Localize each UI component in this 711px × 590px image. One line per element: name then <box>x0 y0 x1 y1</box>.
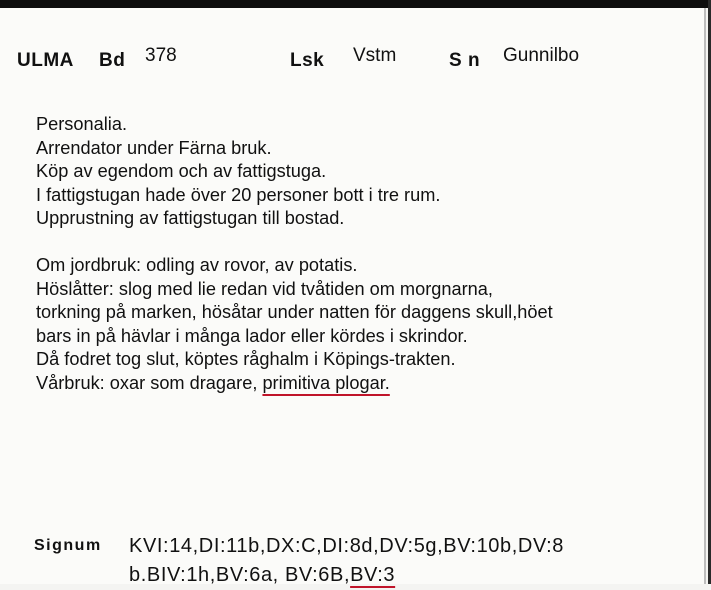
parish-label: S n <box>449 50 481 71</box>
parish-value: Gunnilbo <box>503 45 580 66</box>
signum-line: KVI:14,DI:11b,DX:C,DI:8d,DV:5g,BV:10b,DV:8 <box>129 535 565 557</box>
signum-line <box>129 561 709 590</box>
text-line: bars in på hävlar i många lador eller kördes i skrindor. <box>36 325 468 346</box>
paragraph-gap <box>36 231 701 255</box>
signum-codes <box>129 532 709 590</box>
county-value: Vstm <box>353 45 397 66</box>
text-line: Då fodret tog slut, köptes råghalm i Köpings-trakten. <box>36 349 456 369</box>
archive-card <box>0 8 706 584</box>
text-line: Höslåtter: slog med lie redan vid tvåtiden om morgnarna, <box>36 278 493 299</box>
text-line: Köp av egendom och av fattigstuga. <box>36 161 327 181</box>
text-line: Om jordbruk: odling av rovor, av potatis. <box>36 255 358 275</box>
text-line-prefix: Vårbruk: oxar som dragare, <box>36 372 263 393</box>
text-line: torkning på marken, hösåtar under natten för daggens skull,höet <box>36 302 553 322</box>
volume-value: 378 <box>145 45 177 66</box>
county-label: Lsk <box>290 50 325 71</box>
underlined-phrase: primitiva plogar. <box>262 372 390 393</box>
top-scan-edge <box>0 0 711 8</box>
volume-label: Bd <box>99 50 126 71</box>
signum-line-prefix: b.BIV:1h,BV:6a, BV:6B, <box>129 564 351 586</box>
text-line: I fattigstugan hade över 20 personer bott i tre rum. <box>36 184 441 205</box>
signum-label: Signum <box>34 537 102 554</box>
card-body <box>36 113 701 395</box>
text-line-last <box>36 372 701 396</box>
text-line: Personalia. <box>36 114 127 134</box>
text-line: Upprustning av fattigstugan till bostad. <box>36 208 345 228</box>
text-line: Arrendator under Färna bruk. <box>36 137 272 158</box>
card-header <box>17 44 694 74</box>
archive-label: ULMA <box>17 50 74 71</box>
signum-underlined-code: BV:3 <box>350 564 396 586</box>
